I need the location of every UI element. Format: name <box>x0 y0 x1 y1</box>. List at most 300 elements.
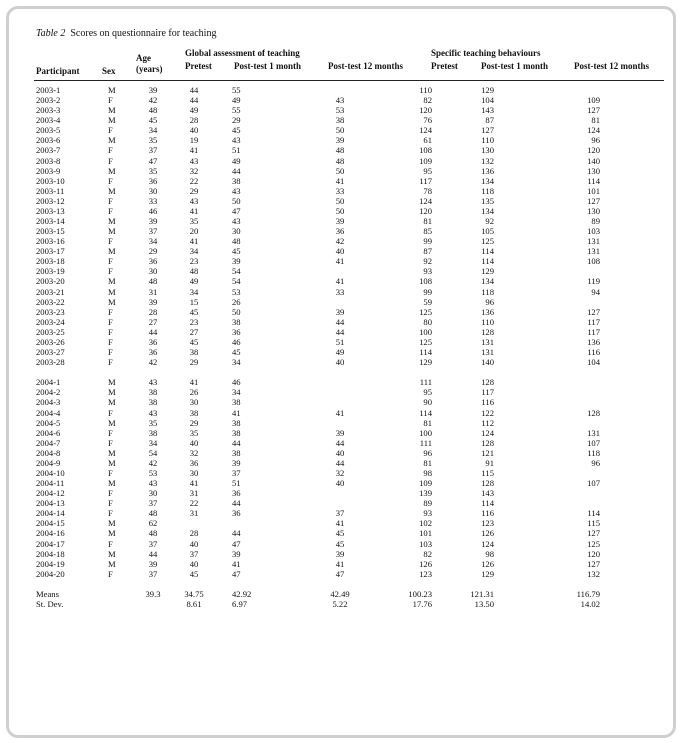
sex-cell: F <box>108 256 113 267</box>
age-cell: 42 <box>148 95 158 106</box>
specific-post12-cell: 114 <box>587 508 600 519</box>
specific-pretest-cell: 82 <box>423 95 432 106</box>
participant-cell: 2003-17 <box>36 246 65 257</box>
table-row <box>0 559 652 569</box>
specific-pretest-cell: 59 <box>423 296 432 307</box>
sex-cell: F <box>108 175 113 186</box>
sex-cell: F <box>108 437 113 448</box>
age-cell: 36 <box>148 336 158 347</box>
sex-cell: M <box>108 377 116 388</box>
participant-cell: 2003-19 <box>36 266 65 277</box>
global-post1-cell: 44 <box>232 528 241 539</box>
global-post12-cell: 39 <box>335 427 345 438</box>
global-post12-cell: 47 <box>335 568 345 579</box>
specific-post1-cell: 92 <box>485 216 494 227</box>
age-cell: 42 <box>148 457 158 468</box>
table-row <box>0 105 652 115</box>
sex-cell: M <box>108 85 116 95</box>
sex-cell: F <box>108 195 113 206</box>
global-pretest-cell: 22 <box>189 498 199 509</box>
specific-post1-cell: 134 <box>481 205 494 216</box>
global-post1-cell: 26 <box>232 296 241 307</box>
specific-post12-cell: 127 <box>587 306 600 317</box>
table-row <box>0 236 652 246</box>
specific-post1-cell: 143 <box>481 105 494 116</box>
age-cell: 34 <box>148 437 158 448</box>
global-pretest-cell: 45 <box>189 336 199 347</box>
table-row <box>0 478 652 488</box>
specific-post12-cell: 117 <box>587 326 600 337</box>
specific-post1-cell: 114 <box>481 246 494 257</box>
specific-post12-cell: 127 <box>587 105 600 116</box>
specific-post12-cell <box>508 266 652 276</box>
global-pretest-cell: 19 <box>189 135 199 146</box>
header-global-pretest: Pretest <box>185 61 212 71</box>
sex-cell <box>106 589 136 599</box>
specific-pretest-cell: 108 <box>419 145 432 156</box>
global-pretest-cell: 45 <box>189 306 199 317</box>
global-post12-cell: 39 <box>335 548 345 559</box>
table-row <box>0 468 652 478</box>
global-pretest-cell: 23 <box>189 316 199 327</box>
global-post12-cell: 42 <box>335 236 345 247</box>
participant-cell: 2003-14 <box>36 216 65 227</box>
specific-post12-cell: 103 <box>587 226 600 237</box>
specific-post12-cell: 114 <box>587 175 600 186</box>
specific-post1-cell: 123 <box>481 518 494 529</box>
participant-cell: 2004-9 <box>36 457 61 468</box>
global-post12-cell: 38 <box>335 115 345 126</box>
participant-cell: 2003-11 <box>36 185 65 196</box>
participant-cell: 2004-6 <box>36 427 61 438</box>
specific-pretest-cell: 123 <box>419 568 432 579</box>
caption-label: Table 2 <box>36 28 66 39</box>
specific-post12-cell: 132 <box>587 568 600 579</box>
table-row <box>0 518 652 528</box>
age-cell: 30 <box>148 488 158 499</box>
table-row <box>0 569 652 579</box>
specific-post12-cell: 120 <box>587 548 600 559</box>
global-post1-cell: 45 <box>232 246 241 257</box>
global-post1-cell: 53 <box>232 286 241 297</box>
global-post12-cell: 40 <box>335 246 345 257</box>
global-post1-cell: 51 <box>232 145 241 156</box>
specific-post12-cell: 140 <box>587 155 600 166</box>
rows-2004 <box>0 377 652 579</box>
participant-cell: 2003-15 <box>36 226 65 237</box>
global-post1-cell: 41 <box>232 558 241 569</box>
specific-post1-cell: 128 <box>481 478 494 489</box>
sex-cell: F <box>108 407 113 418</box>
table-row <box>0 539 652 549</box>
global-post12-cell: 50 <box>335 195 345 206</box>
specific-pretest-cell: 81 <box>423 417 432 428</box>
specific-pretest-cell: 95 <box>423 387 432 398</box>
specific-post12-cell: 124 <box>587 125 600 136</box>
specific-post1-cell: 118 <box>481 286 494 297</box>
specific-pretest-cell: 81 <box>423 216 432 227</box>
specific-pretest-cell: 114 <box>419 347 432 358</box>
specific-pretest-cell: 109 <box>419 155 432 166</box>
specific-post1-cell: 112 <box>481 417 494 428</box>
specific-pretest-cell: 125 <box>419 306 432 317</box>
sex-cell: F <box>108 155 113 166</box>
global-pretest-cell: 32 <box>189 447 199 458</box>
participant-cell: 2003-13 <box>36 205 65 216</box>
specific-post12-cell: 131 <box>587 246 600 257</box>
specific-post1-cell: 131 <box>481 347 494 358</box>
specific-post1-cell: 117 <box>481 387 494 398</box>
table-row <box>0 357 652 367</box>
header-rule <box>34 80 664 81</box>
specific-post12-cell: 119 <box>587 276 600 287</box>
age-cell: 43 <box>148 407 158 418</box>
group-gap <box>0 367 652 377</box>
age-cell: 38 <box>148 427 158 438</box>
specific-post1-cell: 115 <box>481 467 494 478</box>
global-post12-cell <box>294 387 386 397</box>
global-post12-cell: 41 <box>335 276 345 287</box>
participant-cell: 2004-15 <box>36 518 65 529</box>
rows-2003 <box>0 85 652 367</box>
global-post12-cell: 41 <box>335 518 345 529</box>
table-row <box>0 186 652 196</box>
global-pretest-cell: 28 <box>189 115 199 126</box>
specific-pretest-cell: 124 <box>419 195 432 206</box>
specific-post1-cell: 114 <box>481 256 494 267</box>
sex-cell: F <box>108 205 113 216</box>
global-post12-cell: 43 <box>335 95 345 106</box>
age-cell: 29 <box>148 246 158 257</box>
specific-post1-cell: 105 <box>481 226 494 237</box>
global-post12-cell: 42.49 <box>330 588 350 599</box>
specific-post12-cell: 127 <box>587 195 600 206</box>
age-cell: 43 <box>148 478 158 489</box>
global-post1-cell: 34 <box>232 387 241 398</box>
specific-pretest-cell: 92 <box>423 256 432 267</box>
age-cell: 48 <box>148 528 158 539</box>
specific-pretest-cell: 95 <box>423 165 432 176</box>
specific-pretest-cell: 82 <box>423 548 432 559</box>
age-cell: 37 <box>148 145 158 156</box>
participant-cell: 2003-10 <box>36 175 65 186</box>
participant-cell: 2003-20 <box>36 276 65 287</box>
age-cell: 36 <box>148 347 158 358</box>
table-row <box>0 327 652 337</box>
sex-cell: M <box>108 417 116 428</box>
summary-rows <box>0 589 652 609</box>
global-post1-cell: 54 <box>232 276 241 287</box>
global-pretest-cell: 27 <box>189 326 199 337</box>
participant-cell: 2003-7 <box>36 145 61 156</box>
sex-cell: F <box>108 427 113 438</box>
sex-cell: F <box>108 326 113 337</box>
global-post12-cell: 44 <box>335 316 345 327</box>
specific-post12-cell <box>508 297 652 307</box>
global-pretest-cell: 30 <box>189 397 199 408</box>
specific-post1-cell: 110 <box>481 135 494 146</box>
participant-cell: 2003-23 <box>36 306 65 317</box>
table-row <box>0 337 652 347</box>
specific-pretest-cell: 102 <box>419 518 432 529</box>
table-row <box>0 266 652 276</box>
specific-post1-cell: 129 <box>481 85 494 95</box>
global-pretest-cell: 40 <box>189 558 199 569</box>
sex-cell: M <box>108 276 116 287</box>
table-row <box>0 135 652 145</box>
global-post12-cell: 53 <box>335 105 345 116</box>
global-post1-cell: 46 <box>232 336 241 347</box>
table-row <box>0 549 652 559</box>
global-post1-cell: 46 <box>232 377 241 388</box>
table-row <box>0 438 652 448</box>
sex-cell: M <box>108 397 116 408</box>
age-cell: 39.3 <box>145 588 161 599</box>
age-cell: 48 <box>148 276 158 287</box>
global-pretest-cell: 45 <box>189 568 199 579</box>
sex-cell: F <box>108 538 113 549</box>
specific-post12-cell: 108 <box>587 256 600 267</box>
global-pretest-cell: 43 <box>189 195 199 206</box>
global-post1-cell: 47 <box>232 205 241 216</box>
specific-post12-cell <box>508 85 652 95</box>
participant-cell: 2004-18 <box>36 548 65 559</box>
table-row <box>0 458 652 468</box>
global-post1-cell: 36 <box>232 488 241 499</box>
global-pretest-cell: 34 <box>189 286 199 297</box>
age-cell: 39 <box>148 216 158 227</box>
global-post1-cell: 44 <box>232 498 241 509</box>
participant-cell: 2004-10 <box>36 467 65 478</box>
specific-post12-cell: 130 <box>587 205 600 216</box>
global-post1-cell: 54 <box>232 266 241 277</box>
table-row <box>0 156 652 166</box>
sex-cell <box>106 599 136 609</box>
specific-pretest-cell: 111 <box>419 437 432 448</box>
sex-cell: M <box>108 246 116 257</box>
specific-pretest-cell: 76 <box>423 115 432 126</box>
age-cell: 37 <box>148 498 158 509</box>
global-post1-cell: 42.92 <box>232 588 252 599</box>
specific-pretest-cell: 61 <box>423 135 432 146</box>
specific-pretest-cell: 110 <box>419 85 432 95</box>
global-post12-cell <box>294 397 386 407</box>
sex-cell: M <box>108 558 116 569</box>
specific-post12-cell: 131 <box>587 236 600 247</box>
participant-cell: 2003-6 <box>36 135 61 146</box>
age-cell: 37 <box>148 538 158 549</box>
participant-cell: St. Dev. <box>36 598 64 609</box>
global-post1-cell: 38 <box>232 417 241 428</box>
caption-title: Scores on questionnaire for teaching <box>70 28 217 39</box>
specific-pretest-cell: 90 <box>423 397 432 408</box>
table-row <box>0 488 652 498</box>
global-pretest-cell: 28 <box>189 528 199 539</box>
specific-post1-cell: 124 <box>481 427 494 438</box>
header-sex: Sex <box>102 66 116 76</box>
specific-post1-cell: 122 <box>481 407 494 418</box>
specific-pretest-cell: 111 <box>419 377 432 388</box>
specific-pretest-cell: 101 <box>419 528 432 539</box>
participant-cell: 2004-7 <box>36 437 61 448</box>
sex-cell: F <box>108 236 113 247</box>
specific-post12-cell <box>508 418 652 428</box>
specific-pretest-cell: 98 <box>423 467 432 478</box>
participant-cell: Means <box>36 588 59 599</box>
table-row <box>0 226 652 236</box>
specific-post12-cell: 131 <box>587 427 600 438</box>
header-global-post1: Post-test 1 month <box>234 61 301 71</box>
global-post12-cell: 45 <box>335 528 345 539</box>
specific-post12-cell: 115 <box>587 518 600 529</box>
global-post1-cell: 34 <box>232 357 241 368</box>
global-pretest-cell: 35 <box>189 427 199 438</box>
specific-post12-cell: 81 <box>591 115 600 126</box>
sex-cell: M <box>108 457 116 468</box>
participant-cell: 2003-24 <box>36 316 65 327</box>
table-row <box>0 498 652 508</box>
sex-cell: M <box>108 226 116 237</box>
age-cell: 44 <box>148 326 158 337</box>
age-cell: 37 <box>148 568 158 579</box>
global-post1-cell: 38 <box>232 427 241 438</box>
table-row <box>0 115 652 125</box>
participant-cell: 2003-1 <box>36 85 61 95</box>
participant-cell: 2004-13 <box>36 498 65 509</box>
global-post12-cell: 33 <box>335 286 345 297</box>
table-row <box>0 397 652 407</box>
global-post12-cell: 40 <box>335 447 345 458</box>
global-post12-cell: 45 <box>335 538 345 549</box>
specific-post12-cell: 104 <box>587 357 600 368</box>
global-pretest-cell: 35 <box>189 216 199 227</box>
global-post1-cell: 50 <box>232 195 241 206</box>
specific-post12-cell: 125 <box>587 538 600 549</box>
specific-pretest-cell: 87 <box>423 246 432 257</box>
global-post1-cell: 30 <box>232 226 241 237</box>
sex-cell: F <box>108 125 113 136</box>
specific-pretest-cell: 78 <box>423 185 432 196</box>
global-pretest-cell: 38 <box>189 347 199 358</box>
age-cell: 38 <box>148 387 158 398</box>
age-cell: 42 <box>148 357 158 368</box>
specific-pretest-cell: 85 <box>423 226 432 237</box>
global-post12-cell: 41 <box>335 558 345 569</box>
global-post1-cell: 36 <box>232 326 241 337</box>
specific-post12-cell: 128 <box>587 407 600 418</box>
specific-post1-cell: 132 <box>481 155 494 166</box>
global-post1-cell: 44 <box>232 165 241 176</box>
sex-cell: F <box>108 568 113 579</box>
global-post12-cell: 48 <box>335 145 345 156</box>
table-row <box>0 85 652 95</box>
global-post1-cell: 50 <box>232 306 241 317</box>
global-pretest-cell: 43 <box>189 155 199 166</box>
age-cell: 48 <box>148 105 158 116</box>
global-pretest-cell: 22 <box>189 175 199 186</box>
global-pretest-cell: 49 <box>189 276 199 287</box>
specific-pretest-cell: 120 <box>419 205 432 216</box>
age-cell: 28 <box>148 306 158 317</box>
table-row <box>0 276 652 286</box>
global-post12-cell <box>294 266 386 276</box>
age-cell: 27 <box>148 316 158 327</box>
group-gap <box>0 579 652 589</box>
participant-cell: 2004-16 <box>36 528 65 539</box>
global-post1-cell: 49 <box>232 95 241 106</box>
specific-post12-cell: 107 <box>587 437 600 448</box>
specific-pretest-cell: 93 <box>423 508 432 519</box>
sex-cell: M <box>108 165 116 176</box>
specific-post1-cell: 128 <box>481 326 494 337</box>
specific-post1-cell: 128 <box>481 437 494 448</box>
specific-pretest-cell: 93 <box>423 266 432 277</box>
global-pretest-cell: 34 <box>189 246 199 257</box>
global-pretest-cell: 8.61 <box>186 598 202 609</box>
table-row <box>0 206 652 216</box>
age-cell: 62 <box>148 518 158 529</box>
table-row <box>0 297 652 307</box>
specific-post1-cell: 129 <box>481 568 494 579</box>
sex-cell: M <box>108 185 116 196</box>
specific-post1-cell: 135 <box>481 195 494 206</box>
sex-cell: M <box>108 478 116 489</box>
global-pretest-cell: 31 <box>189 488 199 499</box>
summary-row <box>0 599 652 609</box>
specific-pretest-cell: 81 <box>423 457 432 468</box>
specific-post1-cell: 110 <box>481 316 494 327</box>
global-post12-cell: 50 <box>335 205 345 216</box>
global-post12-cell: 40 <box>335 357 345 368</box>
table-row <box>0 347 652 357</box>
age-cell: 31 <box>148 286 158 297</box>
table-row <box>0 418 652 428</box>
specific-pretest-cell: 126 <box>419 558 432 569</box>
participant-cell: 2004-20 <box>36 568 65 579</box>
age-cell <box>136 599 170 609</box>
specific-post12-cell: 94 <box>591 286 600 297</box>
specific-post1-cell: 140 <box>481 357 494 368</box>
participant-cell: 2004-3 <box>36 397 61 408</box>
global-post12-cell: 48 <box>335 155 345 166</box>
specific-post1-cell: 116 <box>481 397 494 408</box>
participant-cell: 2003-26 <box>36 336 65 347</box>
age-cell: 36 <box>148 256 158 267</box>
sex-cell: F <box>108 266 113 277</box>
sex-cell: M <box>108 135 116 146</box>
global-post1-cell: 36 <box>232 508 241 519</box>
specific-pretest-cell: 129 <box>419 357 432 368</box>
sex-cell: F <box>108 508 113 519</box>
global-post1-cell: 55 <box>232 85 241 95</box>
specific-pretest-cell: 100 <box>419 427 432 438</box>
specific-post1-cell: 127 <box>481 125 494 136</box>
specific-post12-cell: 96 <box>591 135 600 146</box>
specific-post1-cell: 129 <box>481 266 494 277</box>
global-post1-cell: 38 <box>232 316 241 327</box>
global-post1-cell: 45 <box>232 347 241 358</box>
sex-cell: M <box>108 286 116 297</box>
specific-post12-cell: 96 <box>591 457 600 468</box>
specific-post1-cell: 104 <box>481 95 494 106</box>
specific-post1-cell: 126 <box>481 558 494 569</box>
global-post1-cell: 45 <box>232 125 241 136</box>
table-row <box>0 125 652 135</box>
participant-cell: 2004-1 <box>36 377 61 388</box>
participant-cell: 2004-17 <box>36 538 65 549</box>
participant-cell: 2003-9 <box>36 165 61 176</box>
global-post1-cell: 38 <box>232 175 241 186</box>
